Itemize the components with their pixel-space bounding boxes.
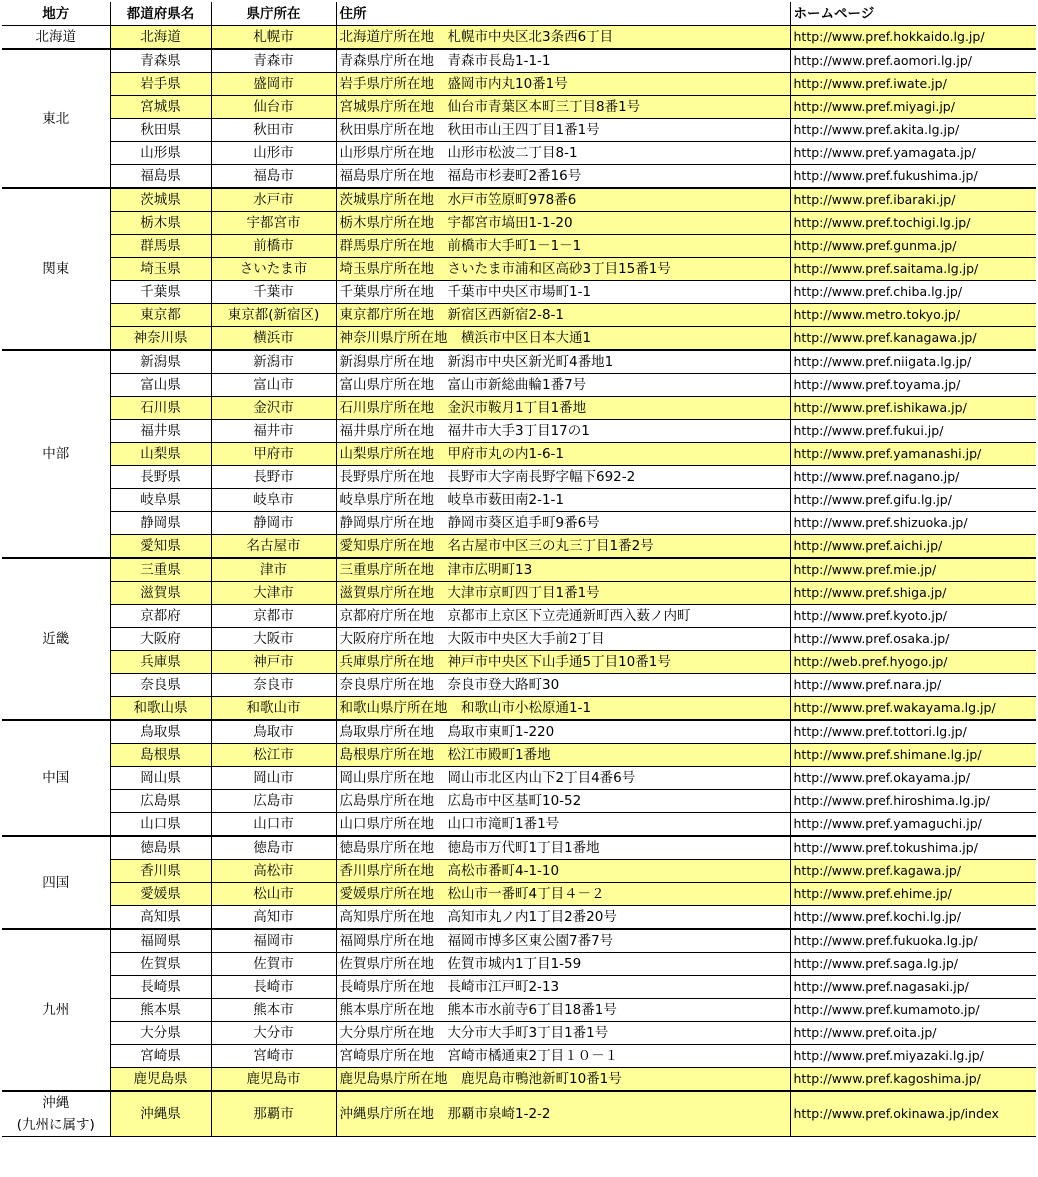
- capital-cell: 徳島市: [211, 836, 336, 860]
- capital-cell: 横浜市: [211, 327, 336, 351]
- region-cell: 近畿: [2, 558, 110, 720]
- table-row: [2, 235, 1036, 258]
- region-cell: 四国: [2, 836, 110, 929]
- homepage-link[interactable]: http://www.pref.fukui.jp/: [790, 420, 1036, 443]
- capital-cell: 佐賀市: [211, 953, 336, 976]
- capital-cell: 仙台市: [211, 96, 336, 119]
- homepage-link[interactable]: http://www.pref.kyoto.jp/: [790, 605, 1036, 628]
- capital-cell: 福井市: [211, 420, 336, 443]
- homepage-link[interactable]: http://www.pref.fukushima.jp/: [790, 165, 1036, 189]
- address-cell: 鹿児島県庁所在地 鹿児島市鴨池新町10番1号: [336, 1068, 790, 1092]
- table-row: [2, 605, 1036, 628]
- table-row: [2, 212, 1036, 235]
- capital-cell: 札幌市: [211, 26, 336, 50]
- address-cell: 大分県庁所在地 大分市大手町3丁目1番1号: [336, 1022, 790, 1045]
- homepage-link[interactable]: http://www.pref.yamanashi.jp/: [790, 443, 1036, 466]
- region-cell: 東北: [2, 49, 110, 188]
- table-row: [2, 744, 1036, 767]
- homepage-link[interactable]: http://www.pref.shiga.jp/: [790, 582, 1036, 605]
- prefecture-cell: 三重県: [110, 558, 211, 582]
- homepage-link[interactable]: http://www.pref.tokushima.jp/: [790, 836, 1036, 860]
- capital-cell: 鳥取市: [211, 720, 336, 744]
- capital-cell: 神戸市: [211, 651, 336, 674]
- table-row: [2, 1045, 1036, 1068]
- address-cell: 佐賀県庁所在地 佐賀市城内1丁目1-59: [336, 953, 790, 976]
- address-cell: 島根県庁所在地 松江市殿町1番地: [336, 744, 790, 767]
- prefecture-cell: 青森県: [110, 49, 211, 73]
- prefecture-cell: 島根県: [110, 744, 211, 767]
- capital-cell: 静岡市: [211, 512, 336, 535]
- address-cell: 石川県庁所在地 金沢市鞍月1丁目1番地: [336, 397, 790, 420]
- table-row: [2, 73, 1036, 96]
- table-row: [2, 374, 1036, 397]
- address-cell: 茨城県庁所在地 水戸市笠原町978番6: [336, 188, 790, 212]
- homepage-link[interactable]: http://www.pref.tottori.lg.jp/: [790, 720, 1036, 744]
- prefecture-cell: 長野県: [110, 466, 211, 489]
- table-row: [2, 304, 1036, 327]
- address-cell: 宮城県庁所在地 仙台市青葉区本町三丁目8番1号: [336, 96, 790, 119]
- capital-cell: 和歌山市: [211, 697, 336, 721]
- prefecture-cell: 東京都: [110, 304, 211, 327]
- capital-cell: 鹿児島市: [211, 1068, 336, 1092]
- prefecture-cell: 山梨県: [110, 443, 211, 466]
- address-cell: 新潟県庁所在地 新潟市中央区新光町4番地1: [336, 350, 790, 374]
- table-row: [2, 466, 1036, 489]
- prefecture-table: [2, 2, 1036, 1137]
- homepage-link[interactable]: http://www.pref.miyazaki.lg.jp/: [790, 1045, 1036, 1068]
- region-cell: 北海道: [2, 26, 110, 50]
- address-cell: 福岡県庁所在地 福岡市博多区東公園7番7号: [336, 929, 790, 953]
- capital-cell: 山形市: [211, 142, 336, 165]
- table-row: [2, 813, 1036, 837]
- prefecture-cell: 鳥取県: [110, 720, 211, 744]
- table-row: [2, 674, 1036, 697]
- homepage-link[interactable]: http://www.pref.niigata.lg.jp/: [790, 350, 1036, 374]
- prefecture-cell: 高知県: [110, 906, 211, 930]
- table-row: [2, 767, 1036, 790]
- address-cell: 長崎県庁所在地 長崎市江戸町2-13: [336, 976, 790, 999]
- capital-cell: 千葉市: [211, 281, 336, 304]
- prefecture-cell: 山口県: [110, 813, 211, 837]
- table-row: [2, 512, 1036, 535]
- table-row: [2, 535, 1036, 559]
- capital-cell: 宮崎市: [211, 1045, 336, 1068]
- table-row: [2, 628, 1036, 651]
- address-cell: 富山県庁所在地 富山市新総曲輪1番7号: [336, 374, 790, 397]
- prefecture-cell: 兵庫県: [110, 651, 211, 674]
- prefecture-cell: 鹿児島県: [110, 1068, 211, 1092]
- homepage-link[interactable]: http://www.pref.gifu.lg.jp/: [790, 489, 1036, 512]
- region-cell: 関東: [2, 188, 110, 350]
- address-cell: 徳島県庁所在地 徳島市万代町1丁目1番地: [336, 836, 790, 860]
- homepage-link[interactable]: http://www.pref.hiroshima.lg.jp/: [790, 790, 1036, 813]
- prefecture-cell: 千葉県: [110, 281, 211, 304]
- prefecture-cell: 茨城県: [110, 188, 211, 212]
- capital-cell: 新潟市: [211, 350, 336, 374]
- table-row: [2, 420, 1036, 443]
- address-cell: 鳥取県庁所在地 鳥取市東町1-220: [336, 720, 790, 744]
- table-row: [2, 582, 1036, 605]
- address-cell: 福井県庁所在地 福井市大手3丁目17の1: [336, 420, 790, 443]
- capital-cell: 津市: [211, 558, 336, 582]
- table-body: [2, 26, 1036, 1137]
- table-row: [2, 1068, 1036, 1092]
- address-cell: 青森県庁所在地 青森市長島1-1-1: [336, 49, 790, 73]
- prefecture-cell: 徳島県: [110, 836, 211, 860]
- address-cell: 大阪府庁所在地 大阪市中央区大手前2丁目: [336, 628, 790, 651]
- homepage-link[interactable]: http://www.pref.hokkaido.lg.jp/: [790, 26, 1036, 50]
- table-row: [2, 697, 1036, 721]
- address-cell: 秋田県庁所在地 秋田市山王四丁目1番1号: [336, 119, 790, 142]
- address-cell: 宮崎県庁所在地 宮崎市橘通東2丁目１０－１: [336, 1045, 790, 1068]
- capital-cell: 宇都宮市: [211, 212, 336, 235]
- homepage-link[interactable]: http://www.pref.yamagata.jp/: [790, 142, 1036, 165]
- prefecture-cell: 北海道: [110, 26, 211, 50]
- capital-cell: 大分市: [211, 1022, 336, 1045]
- table-row: [2, 489, 1036, 512]
- table-row: [2, 929, 1036, 953]
- homepage-link[interactable]: http://www.pref.akita.lg.jp/: [790, 119, 1036, 142]
- table-row: [2, 443, 1036, 466]
- address-cell: 栃木県庁所在地 宇都宮市塙田1-1-20: [336, 212, 790, 235]
- homepage-link[interactable]: http://www.pref.aichi.jp/: [790, 535, 1036, 559]
- region-cell: 沖縄 (九州に属す): [2, 1091, 110, 1137]
- prefecture-cell: 愛知県: [110, 535, 211, 559]
- homepage-link[interactable]: http://www.pref.ibaraki.jp/: [790, 188, 1036, 212]
- capital-cell: 大阪市: [211, 628, 336, 651]
- prefecture-cell: 和歌山県: [110, 697, 211, 721]
- header-region: 地方: [2, 2, 110, 26]
- table-row: [2, 281, 1036, 304]
- capital-cell: 富山市: [211, 374, 336, 397]
- capital-cell: さいたま市: [211, 258, 336, 281]
- homepage-link[interactable]: http://www.metro.tokyo.jp/: [790, 304, 1036, 327]
- capital-cell: 金沢市: [211, 397, 336, 420]
- capital-cell: 水戸市: [211, 188, 336, 212]
- homepage-link[interactable]: http://www.pref.aomori.lg.jp/: [790, 49, 1036, 73]
- homepage-link[interactable]: http://www.pref.toyama.jp/: [790, 374, 1036, 397]
- prefecture-cell: 群馬県: [110, 235, 211, 258]
- prefecture-cell: 宮崎県: [110, 1045, 211, 1068]
- address-cell: 静岡県庁所在地 静岡市葵区追手町9番6号: [336, 512, 790, 535]
- prefecture-cell: 滋賀県: [110, 582, 211, 605]
- address-cell: 埼玉県庁所在地 さいたま市浦和区高砂3丁目15番1号: [336, 258, 790, 281]
- homepage-link[interactable]: http://www.pref.kagawa.jp/: [790, 860, 1036, 883]
- prefecture-cell: 香川県: [110, 860, 211, 883]
- homepage-link[interactable]: http://www.pref.gunma.jp/: [790, 235, 1036, 258]
- homepage-link[interactable]: http://www.pref.kumamoto.jp/: [790, 999, 1036, 1022]
- table-row: [2, 953, 1036, 976]
- table-row: [2, 258, 1036, 281]
- capital-cell: 青森市: [211, 49, 336, 73]
- capital-cell: 長崎市: [211, 976, 336, 999]
- homepage-link[interactable]: http://www.pref.saga.lg.jp/: [790, 953, 1036, 976]
- homepage-link[interactable]: http://www.pref.tochigi.lg.jp/: [790, 212, 1036, 235]
- table-row: [2, 96, 1036, 119]
- address-cell: 熊本県庁所在地 熊本市水前寺6丁目18番1号: [336, 999, 790, 1022]
- header-prefecture: 都道府県名: [110, 2, 211, 26]
- prefecture-cell: 奈良県: [110, 674, 211, 697]
- capital-cell: 山口市: [211, 813, 336, 837]
- address-cell: 高知県庁所在地 高知市丸ノ内1丁目2番20号: [336, 906, 790, 930]
- homepage-link[interactable]: http://www.pref.nara.jp/: [790, 674, 1036, 697]
- table-row: [2, 836, 1036, 860]
- prefecture-cell: 石川県: [110, 397, 211, 420]
- address-cell: 東京都庁所在地 新宿区西新宿2-8-1: [336, 304, 790, 327]
- table-row: [2, 1022, 1036, 1045]
- address-cell: 三重県庁所在地 津市広明町13: [336, 558, 790, 582]
- capital-cell: 大津市: [211, 582, 336, 605]
- homepage-link[interactable]: http://www.pref.ishikawa.jp/: [790, 397, 1036, 420]
- capital-cell: 奈良市: [211, 674, 336, 697]
- prefecture-cell: 宮城県: [110, 96, 211, 119]
- prefecture-cell: 大阪府: [110, 628, 211, 651]
- capital-cell: 長野市: [211, 466, 336, 489]
- homepage-link[interactable]: http://www.pref.osaka.jp/: [790, 628, 1036, 651]
- homepage-link[interactable]: http://www.pref.kochi.lg.jp/: [790, 906, 1036, 930]
- capital-cell: 広島市: [211, 790, 336, 813]
- address-cell: 群馬県庁所在地 前橋市大手町1－1－1: [336, 235, 790, 258]
- address-cell: 奈良県庁所在地 奈良市登大路町30: [336, 674, 790, 697]
- homepage-link[interactable]: http://www.pref.wakayama.lg.jp/: [790, 697, 1036, 721]
- homepage-link[interactable]: http://www.pref.yamaguchi.jp/: [790, 813, 1036, 837]
- capital-cell: 高松市: [211, 860, 336, 883]
- capital-cell: 名古屋市: [211, 535, 336, 559]
- homepage-link[interactable]: http://www.pref.chiba.lg.jp/: [790, 281, 1036, 304]
- address-cell: 愛知県庁所在地 名古屋市中区三の丸三丁目1番2号: [336, 535, 790, 559]
- homepage-link[interactable]: http://www.pref.iwate.jp/: [790, 73, 1036, 96]
- homepage-link[interactable]: http://www.pref.kanagawa.jp/: [790, 327, 1036, 351]
- table-row: [2, 327, 1036, 351]
- table-row: [2, 188, 1036, 212]
- capital-cell: 前橋市: [211, 235, 336, 258]
- prefecture-cell: 神奈川県: [110, 327, 211, 351]
- table-row: [2, 1091, 1036, 1137]
- homepage-link[interactable]: http://www.pref.okinawa.jp/index: [790, 1091, 1036, 1137]
- address-cell: 兵庫県庁所在地 神戸市中央区下山手通5丁目10番1号: [336, 651, 790, 674]
- prefecture-cell: 栃木県: [110, 212, 211, 235]
- prefecture-cell: 佐賀県: [110, 953, 211, 976]
- address-cell: 北海道庁所在地 札幌市中央区北3条西6丁目: [336, 26, 790, 50]
- address-cell: 福島県庁所在地 福島市杉妻町2番16号: [336, 165, 790, 189]
- prefecture-cell: 熊本県: [110, 999, 211, 1022]
- table-row: [2, 165, 1036, 189]
- homepage-link[interactable]: http://www.pref.fukuoka.lg.jp/: [790, 929, 1036, 953]
- table-row: [2, 119, 1036, 142]
- homepage-link[interactable]: http://www.pref.saitama.lg.jp/: [790, 258, 1036, 281]
- capital-cell: 京都市: [211, 605, 336, 628]
- prefecture-cell: 埼玉県: [110, 258, 211, 281]
- prefecture-cell: 愛媛県: [110, 883, 211, 906]
- prefecture-cell: 福岡県: [110, 929, 211, 953]
- homepage-link[interactable]: http://www.pref.oita.jp/: [790, 1022, 1036, 1045]
- address-cell: 山形県庁所在地 山形市松波二丁目8-1: [336, 142, 790, 165]
- address-cell: 愛媛県庁所在地 松山市一番町4丁目４－２: [336, 883, 790, 906]
- homepage-link[interactable]: http://www.pref.mie.jp/: [790, 558, 1036, 582]
- table-row: [2, 558, 1036, 582]
- region-cell: 九州: [2, 929, 110, 1091]
- address-cell: 滋賀県庁所在地 大津市京町四丁目1番1号: [336, 582, 790, 605]
- prefecture-cell: 静岡県: [110, 512, 211, 535]
- address-cell: 沖縄県庁所在地 那覇市泉崎1-2-2: [336, 1091, 790, 1137]
- prefecture-cell: 大分県: [110, 1022, 211, 1045]
- table-row: [2, 883, 1036, 906]
- homepage-link[interactable]: http://www.pref.miyagi.jp/: [790, 96, 1036, 119]
- address-cell: 山口県庁所在地 山口市滝町1番1号: [336, 813, 790, 837]
- capital-cell: 秋田市: [211, 119, 336, 142]
- prefecture-cell: 福井県: [110, 420, 211, 443]
- address-cell: 岡山県庁所在地 岡山市北区内山下2丁目4番6号: [336, 767, 790, 790]
- capital-cell: 盛岡市: [211, 73, 336, 96]
- address-cell: 山梨県庁所在地 甲府市丸の内1-6-1: [336, 443, 790, 466]
- table-row: [2, 350, 1036, 374]
- prefecture-cell: 岩手県: [110, 73, 211, 96]
- capital-cell: 高知市: [211, 906, 336, 930]
- capital-cell: 福岡市: [211, 929, 336, 953]
- header-row: [2, 2, 1036, 26]
- prefecture-cell: 広島県: [110, 790, 211, 813]
- address-cell: 岐阜県庁所在地 岐阜市薮田南2-1-1: [336, 489, 790, 512]
- table-row: [2, 720, 1036, 744]
- homepage-link[interactable]: http://www.pref.ehime.jp/: [790, 883, 1036, 906]
- header-address: 住所: [336, 2, 790, 26]
- capital-cell: 甲府市: [211, 443, 336, 466]
- prefecture-cell: 長崎県: [110, 976, 211, 999]
- table-row: [2, 999, 1036, 1022]
- prefecture-cell: 山形県: [110, 142, 211, 165]
- table-row: [2, 976, 1036, 999]
- homepage-link[interactable]: http://www.pref.nagasaki.jp/: [790, 976, 1036, 999]
- prefecture-cell: 福島県: [110, 165, 211, 189]
- prefecture-cell: 新潟県: [110, 350, 211, 374]
- address-cell: 和歌山県庁所在地 和歌山市小松原通1-1: [336, 697, 790, 721]
- capital-cell: 福島市: [211, 165, 336, 189]
- capital-cell: 熊本市: [211, 999, 336, 1022]
- capital-cell: 岐阜市: [211, 489, 336, 512]
- homepage-link[interactable]: http://www.pref.kagoshima.jp/: [790, 1068, 1036, 1092]
- address-cell: 神奈川県庁所在地 横浜市中区日本大通1: [336, 327, 790, 351]
- table-row: [2, 651, 1036, 674]
- prefecture-cell: 富山県: [110, 374, 211, 397]
- capital-cell: 松山市: [211, 883, 336, 906]
- table-row: [2, 397, 1036, 420]
- address-cell: 香川県庁所在地 高松市番町4-1-10: [336, 860, 790, 883]
- homepage-link[interactable]: http://www.pref.nagano.jp/: [790, 466, 1036, 489]
- header-homepage: ホームページ: [790, 2, 1036, 26]
- homepage-link[interactable]: http://www.pref.shizuoka.jp/: [790, 512, 1036, 535]
- table-row: [2, 142, 1036, 165]
- address-cell: 長野県庁所在地 長野市大字南長野字幅下692-2: [336, 466, 790, 489]
- homepage-link[interactable]: http://www.pref.shimane.lg.jp/: [790, 744, 1036, 767]
- table-row: [2, 906, 1036, 930]
- prefecture-cell: 岐阜県: [110, 489, 211, 512]
- prefecture-cell: 沖縄県: [110, 1091, 211, 1137]
- prefecture-cell: 京都府: [110, 605, 211, 628]
- prefecture-cell: 秋田県: [110, 119, 211, 142]
- address-cell: 広島県庁所在地 広島市中区基町10-52: [336, 790, 790, 813]
- address-cell: 千葉県庁所在地 千葉市中央区市場町1-1: [336, 281, 790, 304]
- region-cell: 中部: [2, 350, 110, 558]
- region-cell: 中国: [2, 720, 110, 836]
- address-cell: 京都府庁所在地 京都市上京区下立売通新町西入薮ノ内町: [336, 605, 790, 628]
- prefecture-cell: 岡山県: [110, 767, 211, 790]
- table-row: [2, 790, 1036, 813]
- homepage-link[interactable]: http://web.pref.hyogo.jp/: [790, 651, 1036, 674]
- capital-cell: 那覇市: [211, 1091, 336, 1137]
- table-row: [2, 860, 1036, 883]
- header-capital: 県庁所在: [211, 2, 336, 26]
- capital-cell: 岡山市: [211, 767, 336, 790]
- table-row: [2, 26, 1036, 50]
- capital-cell: 松江市: [211, 744, 336, 767]
- capital-cell: 東京都(新宿区): [211, 304, 336, 327]
- address-cell: 岩手県庁所在地 盛岡市内丸10番1号: [336, 73, 790, 96]
- homepage-link[interactable]: http://www.pref.okayama.jp/: [790, 767, 1036, 790]
- table-row: [2, 49, 1036, 73]
